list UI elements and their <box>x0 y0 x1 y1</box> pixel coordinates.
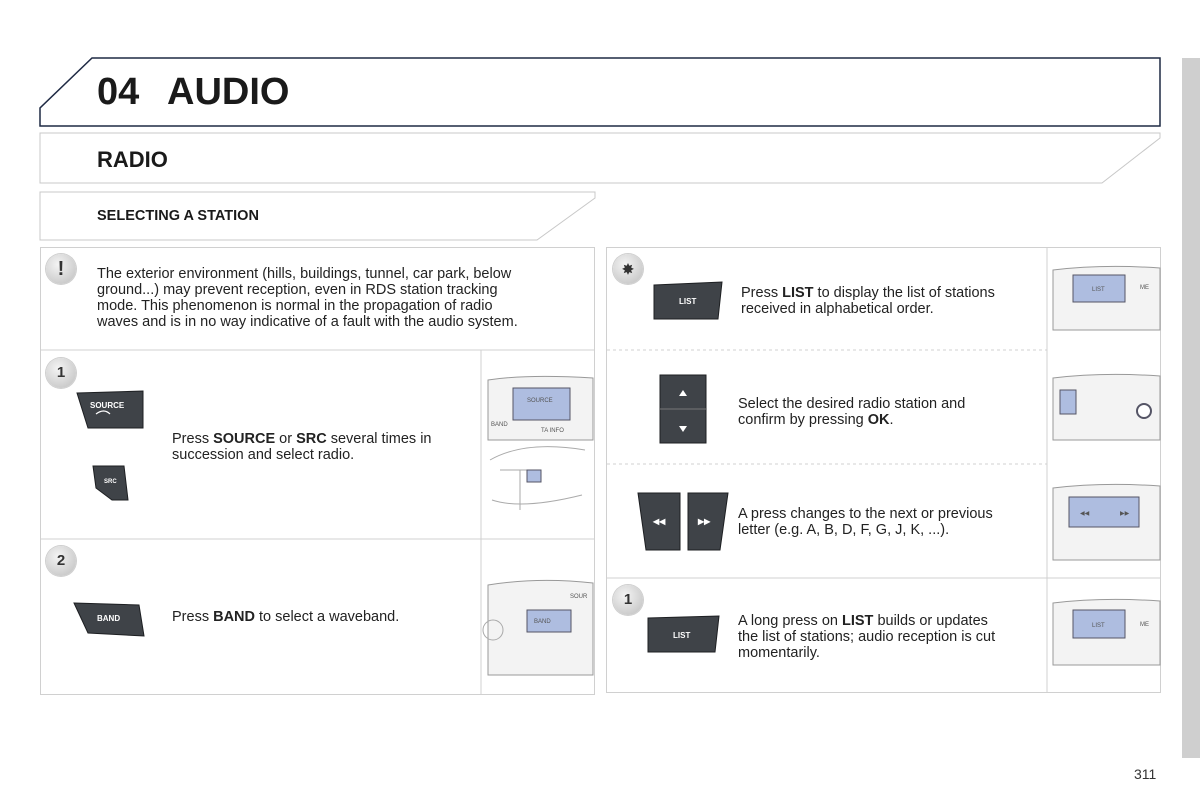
svg-text:BAND: BAND <box>534 619 551 625</box>
svg-text:ME: ME <box>1140 285 1149 291</box>
source-button-label: SOURCE <box>90 401 125 410</box>
step-2-text: Press BAND to select a waveband. <box>172 609 400 625</box>
chapter-number: 04 <box>97 71 140 113</box>
subsection-title: SELECTING A STATION <box>97 208 259 224</box>
svg-text:BAND: BAND <box>491 422 508 428</box>
tip-list-text: Press LIST to display the list of stations received in alphabetical order. <box>741 285 995 317</box>
section-title: RADIO <box>97 147 168 172</box>
tip-icon: ✸ <box>613 254 643 284</box>
warning-text: The exterior environment (hills, buildings, tunnel, car park, below ground...) may prevent reception, even in RDS station tracking mode. This phenomenon is normal in the propagation of radio waves and is in no way indicative of a fault with the audio system. <box>97 266 518 330</box>
warning-icon: ! <box>46 254 76 284</box>
list-button-label-2: LIST <box>673 631 691 640</box>
svg-text:◀◀: ◀◀ <box>1080 511 1090 517</box>
svg-text:LIST: LIST <box>1092 287 1105 293</box>
svg-text:▶▶: ▶▶ <box>1120 511 1130 517</box>
letter-press-text: A press changes to the next or previous letter (e.g. A, B, D, F, G, J, K, ...). <box>738 506 993 538</box>
svg-text:▶▶: ▶▶ <box>698 517 711 526</box>
svg-text:ME: ME <box>1140 622 1149 628</box>
long-press-badge: 1 <box>613 585 643 615</box>
svg-text:LIST: LIST <box>1092 623 1105 629</box>
svg-text:SOURCE: SOURCE <box>527 398 553 404</box>
long-press-text: A long press on LIST builds or updates the list of stations; audio reception is cut momentarily. <box>738 613 996 661</box>
list-button-label: LIST <box>679 297 697 306</box>
svg-text:SOUR: SOUR <box>570 594 588 600</box>
band-button-label: BAND <box>97 614 121 623</box>
step-1-badge: 1 <box>46 358 76 388</box>
chapter-title: AUDIO <box>167 71 290 113</box>
step-2-badge: 2 <box>46 546 76 576</box>
svg-text:TA INFO: TA INFO <box>541 428 564 434</box>
svg-text:◀◀: ◀◀ <box>653 517 666 526</box>
select-station-text: Select the desired radio station and confirm by pressing OK. <box>738 396 966 428</box>
src-button-label: SRC <box>104 479 117 485</box>
step-1-text: Press SOURCE or SRC several times in succession and select radio. <box>172 431 432 463</box>
page-number: 311 <box>1134 766 1157 782</box>
